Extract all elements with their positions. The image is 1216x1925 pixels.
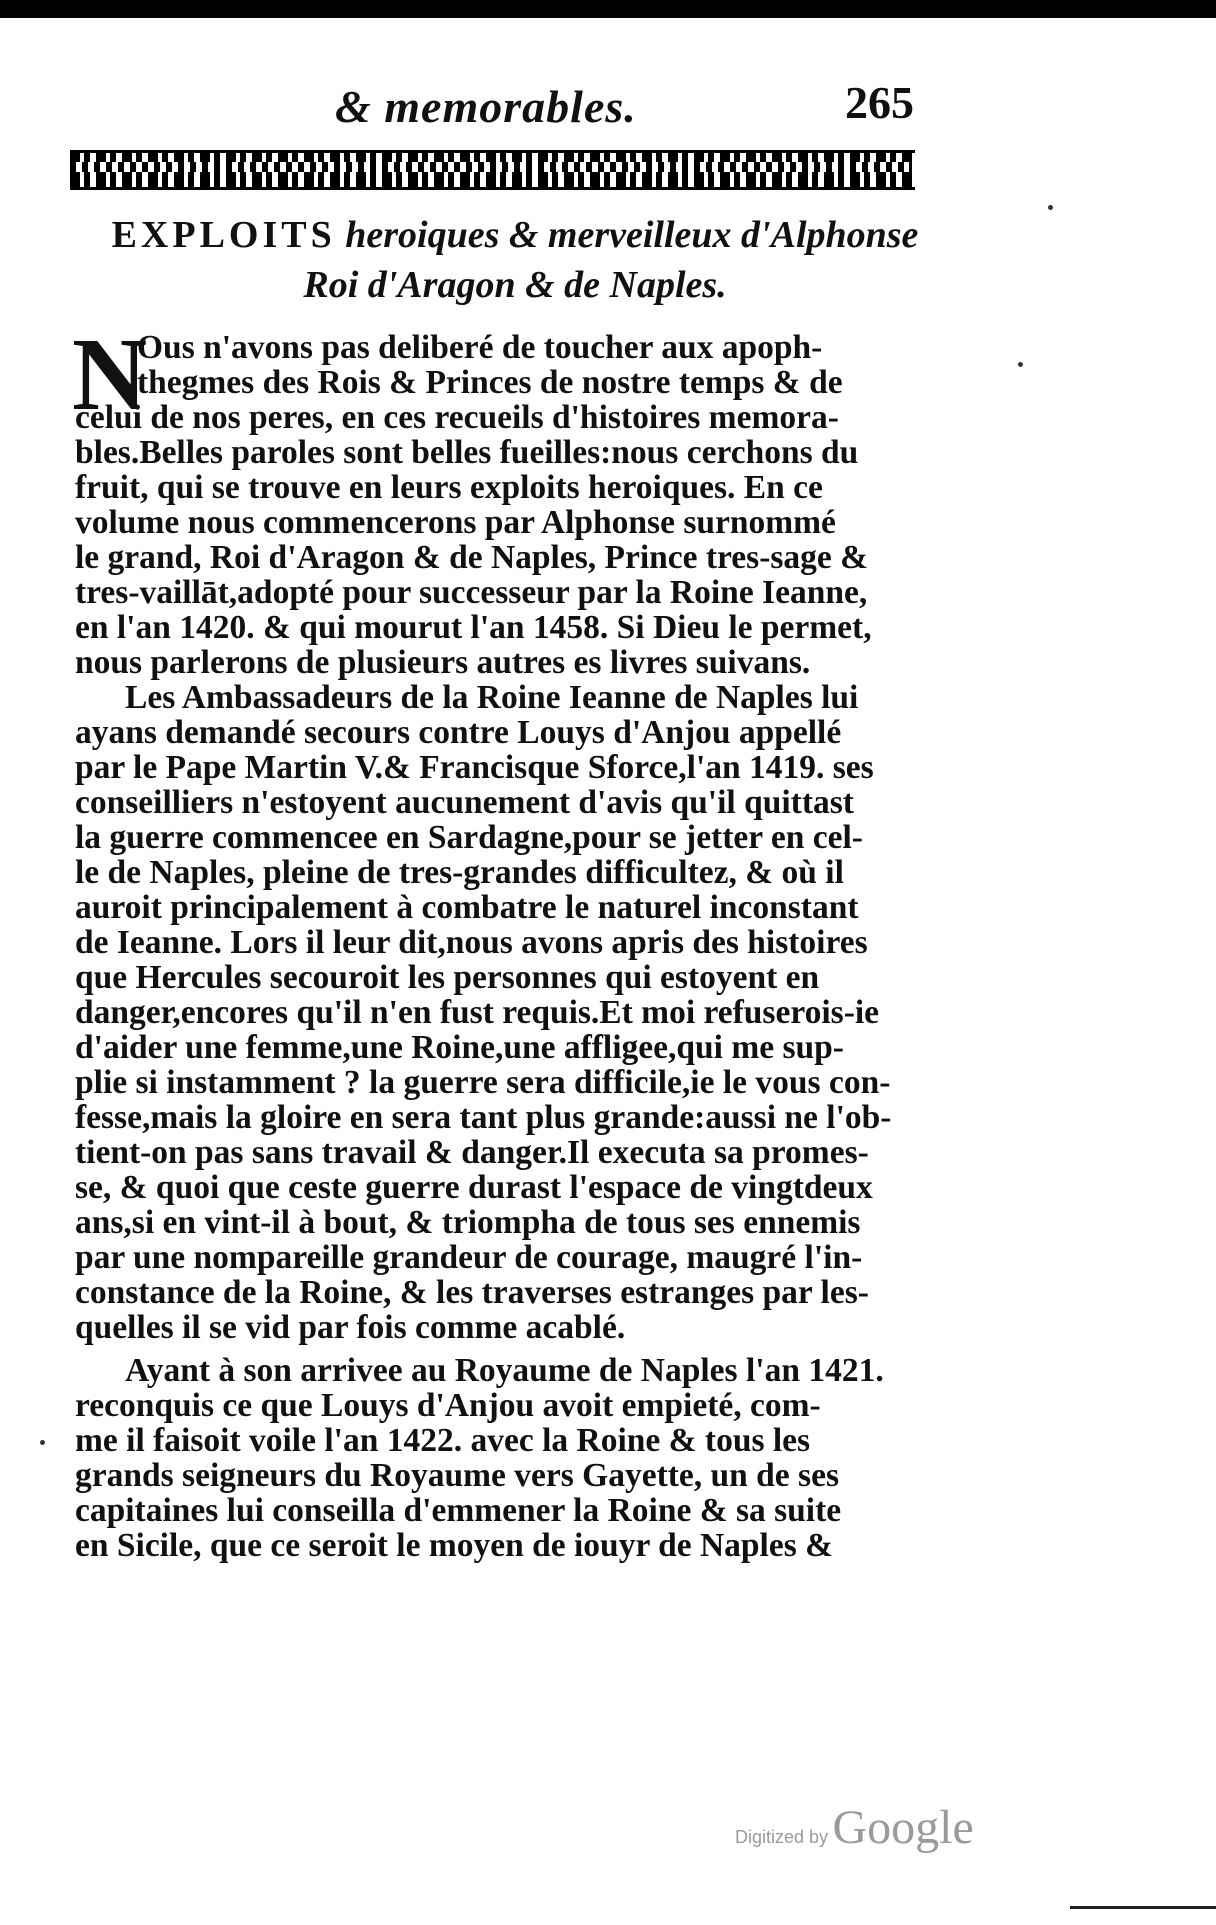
text-line: grands seigneurs du Royaume vers Gayette, un de ses <box>75 1457 839 1494</box>
text-line: que Hercules secouroit les personnes qui estoyent en <box>75 959 820 996</box>
text-line: tres-vaillāt,adopté pour successeur par la Roine Ieanne, <box>75 574 868 611</box>
text-line: conseilliers n'estoyent aucunement d'avis qu'il quittast <box>75 784 854 821</box>
heading-line-2: Roi d'Aragon & de Naples. <box>303 264 727 306</box>
heading-caps: EXPLOITS <box>111 214 336 256</box>
text-line: le grand, Roi d'Aragon & de Naples, Prince tres-sage & <box>75 539 869 576</box>
text-line: constance de la Roine, & les traverses estranges par les- <box>75 1274 869 1311</box>
text-line: capitaines lui conseilla d'emmener la Roine & sa suite <box>75 1492 842 1529</box>
text-line: en l'an 1420. & qui mourut l'an 1458. Si Dieu le permet, <box>75 609 872 646</box>
text-line: Ous n'avons pas deliberé de toucher aux apoph- <box>137 329 823 366</box>
text-line: le de Naples, pleine de tres-grandes difficultez, & où il <box>75 854 844 891</box>
text-line: ayans demandé secours contre Louys d'Anjou appellé <box>75 714 842 751</box>
text-line: thegmes des Rois & Princes de nostre temps & de <box>137 364 843 401</box>
digitized-watermark <box>735 1800 974 1855</box>
text-line: la guerre commencee en Sardagne,pour se jetter en cel- <box>75 819 863 856</box>
text-line: par le Pape Martin V.& Francisque Sforce,l'an 1419. ses <box>75 749 874 786</box>
text-line: danger,encores qu'il n'en fust requis.Et moi refuserois-ie <box>75 994 880 1031</box>
top-edge-shadow <box>0 0 1216 18</box>
text-line: d'aider une femme,une Roine,une affligee,qui me sup- <box>75 1029 844 1066</box>
text-line: ans,si en vint-il à bout, & triompha de tous ses ennemis <box>75 1204 861 1241</box>
ornament-band <box>70 150 915 190</box>
margin-speck <box>40 1440 45 1445</box>
text-line: celui de nos peres, en ces recueils d'histoires memora- <box>75 399 839 436</box>
text-line: par une nompareille grandeur de courage, maugré l'in- <box>75 1239 863 1276</box>
paragraph-3 <box>75 1353 925 1563</box>
text-line: fesse,mais la gloire en sera tant plus grande:aussi ne l'ob- <box>75 1099 892 1136</box>
margin-speck <box>1018 362 1023 367</box>
text-line: tient-on pas sans travail & danger.Il executa sa promes- <box>75 1134 869 1171</box>
text-line: fruit, qui se trouve en leurs exploits heroiques. En ce <box>75 469 823 506</box>
watermark-digitized-label: Digitized by <box>735 1827 829 1847</box>
text-line: de Ieanne. Lors il leur dit,nous avons apris des histoires <box>75 924 868 961</box>
page-number: 265 <box>845 77 914 128</box>
text-line: auroit principalement à combatre le naturel inconstant <box>75 889 859 926</box>
paragraph-2 <box>75 680 925 1345</box>
text-line: se, & quoi que ceste guerre durast l'espace de vingtdeux <box>75 1169 873 1206</box>
text-line: nous parlerons de plusieurs autres es livres suivans. <box>75 644 811 681</box>
paragraph-1 <box>75 330 925 680</box>
bottom-edge-line <box>1070 1906 1216 1909</box>
text-line: reconquis ce que Louys d'Anjou avoit empieté, com- <box>75 1387 821 1424</box>
text-line: quelles il se vid par fois comme acablé. <box>75 1309 626 1346</box>
text-line: en Sicile, que ce seroit le moyen de iouyr de Naples & <box>75 1527 834 1564</box>
text-line: me il faisoit voile l'an 1422. avec la Roine & tous les <box>75 1422 811 1459</box>
drop-cap: N <box>72 317 148 432</box>
margin-speck <box>1048 205 1053 210</box>
body-text <box>75 330 925 1563</box>
heading-line-1-rest: heroiques & merveilleux d'Alphonse <box>345 214 919 256</box>
text-line: volume nous commencerons par Alphonse surnommé <box>75 504 836 541</box>
text-line: bles.Belles paroles sont belles fueilles:nous cerchons du <box>75 434 859 471</box>
watermark-brand: Google <box>832 1801 974 1854</box>
text-line: plie si instamment ? la guerre sera difficile,ie le vous con- <box>75 1064 891 1101</box>
running-title: & memorables. <box>335 81 637 132</box>
text-line: Les Ambassadeurs de la Roine Ieanne de Naples lui <box>125 679 859 716</box>
text-line: Ayant à son arrivee au Royaume de Naples l'an 1421. <box>125 1352 884 1389</box>
section-heading <box>100 210 930 310</box>
heading-line-1 <box>100 210 930 260</box>
